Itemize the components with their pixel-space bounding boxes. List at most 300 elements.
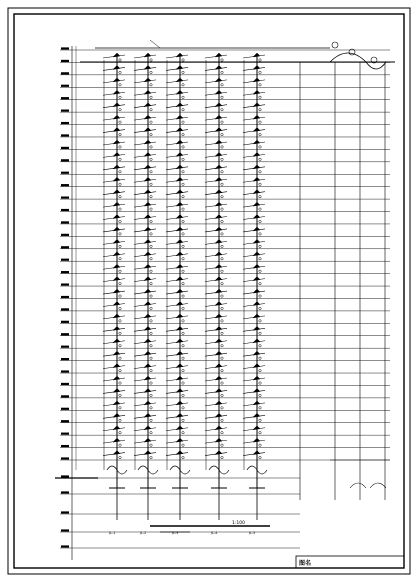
- level-mark: [61, 370, 69, 372]
- meter-symbol: [119, 407, 121, 409]
- valve-symbol: [113, 364, 120, 368]
- meter-symbol: [221, 258, 223, 260]
- valve-symbol: [113, 140, 120, 144]
- valve-symbol: [253, 239, 260, 243]
- valve-symbol: [113, 289, 120, 293]
- meter-symbol: [221, 432, 223, 434]
- valve-symbol: [113, 388, 120, 392]
- valve-symbol: [176, 103, 183, 107]
- meter-symbol: [182, 282, 184, 284]
- meter-symbol: [119, 146, 121, 148]
- valve-symbol: [113, 152, 120, 156]
- valve-symbol: [253, 264, 260, 268]
- valve-symbol: [113, 451, 120, 455]
- valve-symbol: [144, 426, 151, 430]
- meter-symbol: [182, 71, 184, 73]
- meter-symbol: [182, 96, 184, 98]
- valve-symbol: [144, 438, 151, 442]
- meter-symbol: [259, 121, 261, 123]
- valve-symbol: [253, 364, 260, 368]
- meter-symbol: [221, 171, 223, 173]
- meter-symbol: [150, 332, 152, 334]
- valve-symbol: [176, 388, 183, 392]
- valve-symbol: [176, 128, 183, 132]
- valve-symbol: [113, 413, 120, 417]
- meter-symbol: [119, 108, 121, 110]
- valve-symbol: [215, 277, 222, 281]
- meter-symbol: [259, 245, 261, 247]
- meter-symbol: [119, 220, 121, 222]
- basement-level-mark: [61, 545, 69, 547]
- meter-symbol: [182, 195, 184, 197]
- meter-symbol: [259, 71, 261, 73]
- valve-symbol: [113, 128, 120, 132]
- riser-label: JL-1: [109, 531, 116, 535]
- meter-symbol: [119, 158, 121, 160]
- level-mark: [61, 445, 69, 447]
- valve-symbol: [253, 215, 260, 219]
- valve-symbol: [253, 177, 260, 181]
- meter-symbol: [119, 295, 121, 297]
- meter-symbol: [182, 369, 184, 371]
- valve-symbol: [215, 339, 222, 343]
- level-mark: [61, 395, 69, 397]
- valve-symbol: [253, 388, 260, 392]
- valve-symbol: [253, 78, 260, 82]
- valve-symbol: [113, 351, 120, 355]
- valve-symbol: [113, 252, 120, 256]
- valve-symbol: [215, 53, 222, 57]
- valve-symbol: [144, 376, 151, 380]
- meter-symbol: [119, 270, 121, 272]
- meter-symbol: [221, 270, 223, 272]
- meter-symbol: [119, 59, 121, 61]
- meter-symbol: [150, 394, 152, 396]
- valve-symbol: [215, 227, 222, 231]
- meter-symbol: [119, 96, 121, 98]
- meter-symbol: [221, 394, 223, 396]
- meter-symbol: [259, 345, 261, 347]
- valve-symbol: [176, 264, 183, 268]
- valve-symbol: [113, 202, 120, 206]
- meter-symbol: [221, 121, 223, 123]
- meter-symbol: [150, 320, 152, 322]
- meter-symbol: [182, 345, 184, 347]
- valve-symbol: [176, 451, 183, 455]
- meter-symbol: [150, 407, 152, 409]
- meter-symbol: [259, 171, 261, 173]
- valve-symbol: [144, 401, 151, 405]
- level-mark: [61, 97, 69, 99]
- meter-symbol: [259, 258, 261, 260]
- meter-symbol: [119, 71, 121, 73]
- meter-symbol: [221, 307, 223, 309]
- valve-symbol: [144, 177, 151, 181]
- valve-symbol: [176, 239, 183, 243]
- valve-symbol: [113, 426, 120, 430]
- meter-symbol: [119, 432, 121, 434]
- valve-symbol: [176, 413, 183, 417]
- basement-level-mark: [61, 491, 69, 493]
- riser-label: JL-3: [172, 531, 179, 535]
- meter-symbol: [150, 245, 152, 247]
- valve-symbol: [215, 401, 222, 405]
- valve-symbol: [113, 401, 120, 405]
- valve-symbol: [176, 90, 183, 94]
- meter-symbol: [150, 307, 152, 309]
- valve-symbol: [176, 177, 183, 181]
- meter-symbol: [259, 394, 261, 396]
- valve-symbol: [176, 140, 183, 144]
- valve-symbol: [253, 339, 260, 343]
- valve-symbol: [144, 90, 151, 94]
- meter-symbol: [221, 71, 223, 73]
- meter-symbol: [150, 220, 152, 222]
- pump-sketch: [350, 483, 386, 488]
- meter-symbol: [182, 307, 184, 309]
- level-mark: [61, 72, 69, 74]
- valve-symbol: [215, 103, 222, 107]
- level-mark: [61, 457, 69, 459]
- meter-symbol: [150, 456, 152, 458]
- valve-symbol: [144, 364, 151, 368]
- meter-symbol: [221, 220, 223, 222]
- meter-symbol: [221, 146, 223, 148]
- valve-symbol: [144, 103, 151, 107]
- valve-symbol: [144, 227, 151, 231]
- meter-symbol: [119, 133, 121, 135]
- valve-symbol: [176, 202, 183, 206]
- valve-symbol: [253, 128, 260, 132]
- valve-symbol: [144, 65, 151, 69]
- meter-symbol: [119, 382, 121, 384]
- meter-symbol: [119, 332, 121, 334]
- outer-frame: [8, 8, 410, 574]
- valve-symbol: [113, 65, 120, 69]
- valve-symbol: [176, 190, 183, 194]
- meter-symbol: [182, 171, 184, 173]
- meter-symbol: [150, 121, 152, 123]
- meter-symbol: [221, 195, 223, 197]
- meter-symbol: [259, 357, 261, 359]
- meter-symbol: [150, 369, 152, 371]
- meter-symbol: [259, 146, 261, 148]
- meter-symbol: [119, 171, 121, 173]
- meter-symbol: [182, 84, 184, 86]
- valve-symbol: [215, 215, 222, 219]
- meter-symbol: [150, 258, 152, 260]
- meter-symbol: [119, 369, 121, 371]
- valve-symbol: [176, 438, 183, 442]
- valve-symbol: [215, 239, 222, 243]
- riser-label: JL-2: [140, 531, 147, 535]
- meter-symbol: [182, 444, 184, 446]
- meter-symbol: [221, 84, 223, 86]
- valve-symbol: [215, 65, 222, 69]
- valve-symbol: [113, 165, 120, 169]
- level-mark: [61, 85, 69, 87]
- meter-symbol: [150, 282, 152, 284]
- valve-symbol: [253, 103, 260, 107]
- valve-symbol: [176, 78, 183, 82]
- top-leader: [150, 40, 160, 48]
- valve-symbol: [144, 264, 151, 268]
- valve-symbol: [144, 165, 151, 169]
- meter-symbol: [259, 183, 261, 185]
- valve-symbol: [253, 451, 260, 455]
- meter-symbol: [182, 295, 184, 297]
- meter-symbol: [119, 195, 121, 197]
- meter-symbol: [259, 208, 261, 210]
- meter-symbol: [259, 108, 261, 110]
- level-mark: [61, 433, 69, 435]
- valve-symbol: [113, 227, 120, 231]
- meter-symbol: [259, 407, 261, 409]
- valve-symbol: [176, 376, 183, 380]
- valve-symbol: [113, 177, 120, 181]
- valve-symbol: [113, 339, 120, 343]
- level-mark: [61, 172, 69, 174]
- meter-symbol: [259, 444, 261, 446]
- meter-symbol: [182, 158, 184, 160]
- meter-symbol: [119, 84, 121, 86]
- meter-symbol: [119, 456, 121, 458]
- meter-symbol: [150, 208, 152, 210]
- valve-symbol: [144, 314, 151, 318]
- valve-symbol: [215, 128, 222, 132]
- meter-symbol: [119, 444, 121, 446]
- level-mark: [61, 283, 69, 285]
- meter-symbol: [259, 282, 261, 284]
- meter-symbol: [221, 282, 223, 284]
- meter-symbol: [182, 233, 184, 235]
- valve-symbol: [144, 152, 151, 156]
- valve-symbol: [215, 177, 222, 181]
- valve-symbol: [253, 252, 260, 256]
- valve-symbol: [215, 426, 222, 430]
- basement-level-mark: [61, 529, 69, 531]
- meter-symbol: [119, 245, 121, 247]
- level-mark: [61, 308, 69, 310]
- valve-symbol: [253, 140, 260, 144]
- meter-symbol: [119, 208, 121, 210]
- valve-symbol: [113, 190, 120, 194]
- valve-symbol: [253, 401, 260, 405]
- valve-symbol: [144, 388, 151, 392]
- meter-symbol: [182, 183, 184, 185]
- meter-symbol: [221, 382, 223, 384]
- level-mark: [61, 420, 69, 422]
- valve-symbol: [176, 339, 183, 343]
- meter-symbol: [221, 357, 223, 359]
- valve-symbol: [215, 301, 222, 305]
- level-mark: [61, 122, 69, 124]
- valve-symbol: [144, 277, 151, 281]
- meter-symbol: [182, 108, 184, 110]
- valve-symbol: [144, 202, 151, 206]
- valve-symbol: [144, 140, 151, 144]
- level-mark: [61, 321, 69, 323]
- meter-symbol: [150, 444, 152, 446]
- meter-symbol: [150, 295, 152, 297]
- valve-symbol: [176, 401, 183, 405]
- valve-symbol: [176, 426, 183, 430]
- meter-symbol: [119, 282, 121, 284]
- meter-symbol: [150, 71, 152, 73]
- basement-level-mark: [61, 475, 69, 477]
- valve-symbol: [253, 152, 260, 156]
- level-mark: [61, 271, 69, 273]
- level-mark: [61, 134, 69, 136]
- meter-symbol: [182, 382, 184, 384]
- valve-symbol: [176, 351, 183, 355]
- meter-symbol: [119, 183, 121, 185]
- valve-symbol: [253, 227, 260, 231]
- meter-symbol: [259, 307, 261, 309]
- meter-symbol: [259, 96, 261, 98]
- valve-symbol: [113, 326, 120, 330]
- meter-symbol: [259, 432, 261, 434]
- valve-symbol: [215, 90, 222, 94]
- valve-symbol: [113, 90, 120, 94]
- riser-label: JL-4: [211, 531, 218, 535]
- meter-symbol: [259, 233, 261, 235]
- valve-symbol: [215, 326, 222, 330]
- valve-symbol: [253, 165, 260, 169]
- level-mark: [61, 147, 69, 149]
- valve-symbol: [113, 376, 120, 380]
- meter-symbol: [150, 84, 152, 86]
- valve-symbol: [144, 53, 151, 57]
- meter-symbol: [119, 258, 121, 260]
- meter-symbol: [221, 245, 223, 247]
- valve-symbol: [215, 438, 222, 442]
- meter-symbol: [119, 419, 121, 421]
- meter-symbol: [150, 96, 152, 98]
- valve-symbol: [215, 413, 222, 417]
- valve-symbol: [144, 115, 151, 119]
- valve-symbol: [176, 53, 183, 57]
- valve-symbol: [215, 376, 222, 380]
- valve-symbol: [215, 451, 222, 455]
- valve-symbol: [144, 351, 151, 355]
- meter-symbol: [119, 357, 121, 359]
- valve-symbol: [176, 326, 183, 330]
- meter-symbol: [259, 270, 261, 272]
- valve-symbol: [253, 376, 260, 380]
- valve-symbol: [253, 289, 260, 293]
- valve-symbol: [176, 115, 183, 119]
- meter-symbol: [259, 419, 261, 421]
- valve-symbol: [253, 438, 260, 442]
- valve-symbol: [176, 364, 183, 368]
- valve-symbol: [144, 128, 151, 132]
- valve-symbol: [176, 289, 183, 293]
- valve-symbol: [215, 115, 222, 119]
- title-block-label: 图名: [299, 560, 312, 567]
- meter-symbol: [221, 407, 223, 409]
- basement-level-mark: [61, 511, 69, 513]
- valve-symbol: [113, 438, 120, 442]
- meter-symbol: [221, 208, 223, 210]
- meter-symbol: [182, 432, 184, 434]
- level-mark: [61, 184, 69, 186]
- valve-symbol: [215, 140, 222, 144]
- inner-frame: [14, 14, 404, 568]
- level-mark: [61, 333, 69, 335]
- valve-symbol: [113, 78, 120, 82]
- meter-symbol: [221, 233, 223, 235]
- level-mark: [61, 408, 69, 410]
- valve-symbol: [253, 426, 260, 430]
- meter-symbol: [182, 407, 184, 409]
- valve-symbol: [144, 326, 151, 330]
- meter-symbol: [221, 183, 223, 185]
- level-mark: [61, 346, 69, 348]
- valve-symbol: [176, 165, 183, 169]
- valve-symbol: [113, 215, 120, 219]
- meter-symbol: [182, 456, 184, 458]
- valve-symbol: [176, 215, 183, 219]
- title-block: [296, 556, 404, 568]
- level-mark: [61, 159, 69, 161]
- meter-symbol: [182, 320, 184, 322]
- valve-symbol: [144, 339, 151, 343]
- valve-symbol: [113, 264, 120, 268]
- top-valve-circle: [332, 42, 338, 48]
- valve-symbol: [176, 65, 183, 69]
- meter-symbol: [221, 444, 223, 446]
- meter-symbol: [150, 382, 152, 384]
- valve-symbol: [113, 103, 120, 107]
- meter-symbol: [259, 158, 261, 160]
- meter-symbol: [221, 295, 223, 297]
- meter-symbol: [182, 332, 184, 334]
- valve-symbol: [215, 289, 222, 293]
- meter-symbol: [150, 357, 152, 359]
- meter-symbol: [119, 121, 121, 123]
- valve-symbol: [215, 190, 222, 194]
- scale-text: 1:100: [232, 521, 245, 526]
- meter-symbol: [150, 158, 152, 160]
- level-mark: [61, 246, 69, 248]
- top-loop-pipe: [330, 53, 386, 69]
- valve-symbol: [144, 239, 151, 243]
- meter-symbol: [150, 432, 152, 434]
- valve-symbol: [253, 190, 260, 194]
- meter-symbol: [182, 208, 184, 210]
- meter-symbol: [150, 345, 152, 347]
- meter-symbol: [150, 133, 152, 135]
- meter-symbol: [150, 195, 152, 197]
- meter-symbol: [182, 121, 184, 123]
- valve-symbol: [113, 53, 120, 57]
- meter-symbol: [259, 456, 261, 458]
- valve-symbol: [253, 351, 260, 355]
- valve-symbol: [113, 314, 120, 318]
- meter-symbol: [150, 419, 152, 421]
- meter-symbol: [259, 133, 261, 135]
- valve-symbol: [253, 65, 260, 69]
- meter-symbol: [150, 171, 152, 173]
- meter-symbol: [221, 456, 223, 458]
- valve-symbol: [144, 451, 151, 455]
- meter-symbol: [182, 220, 184, 222]
- valve-symbol: [144, 190, 151, 194]
- valve-symbol: [253, 202, 260, 206]
- valve-symbol: [176, 314, 183, 318]
- meter-symbol: [221, 419, 223, 421]
